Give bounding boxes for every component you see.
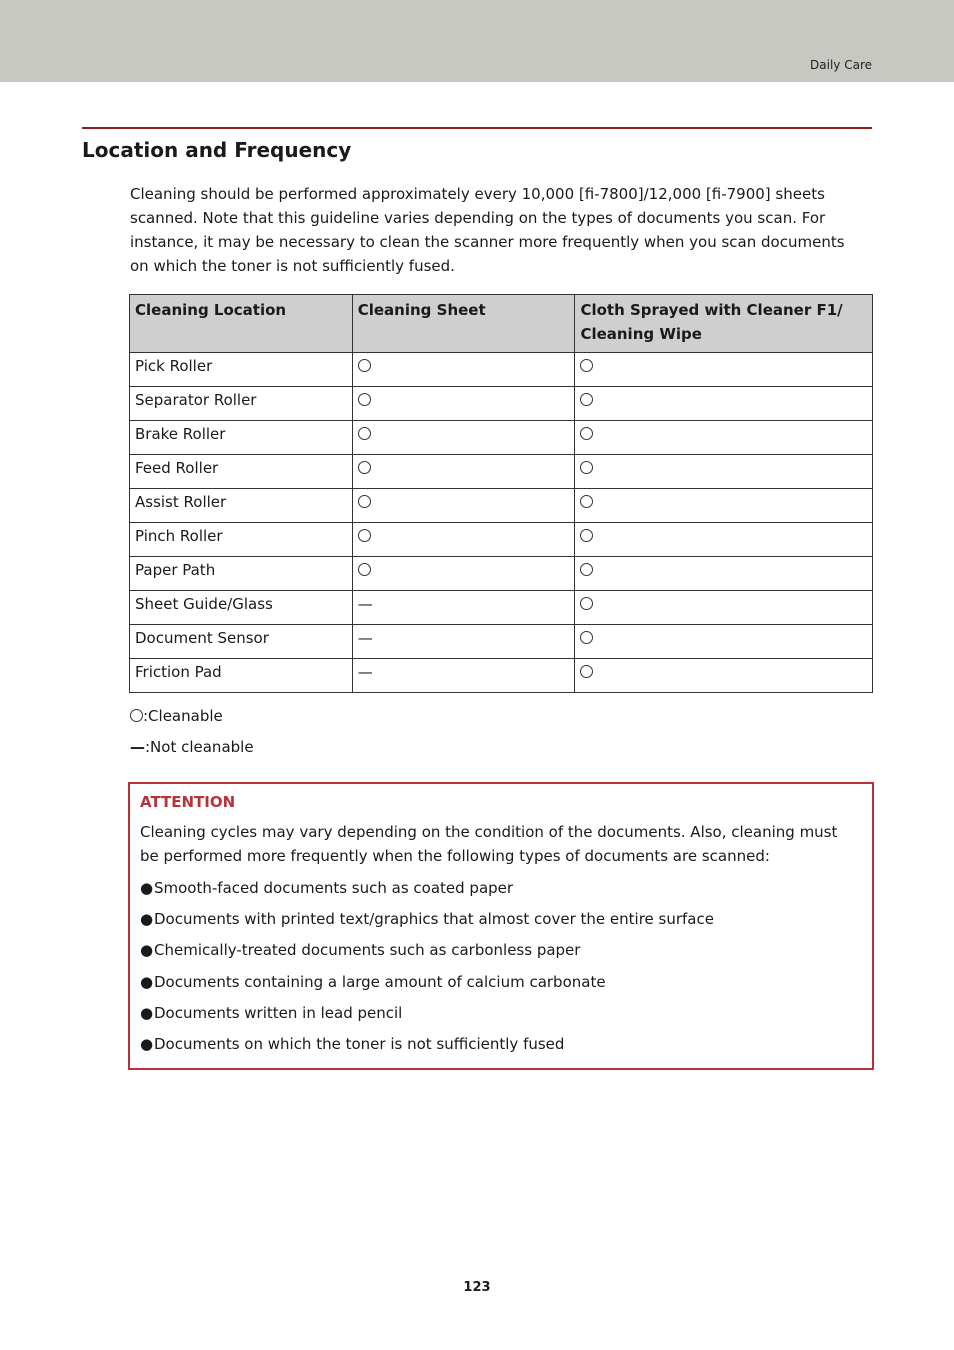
section-title: Location and Frequency xyxy=(82,138,352,162)
circle-icon xyxy=(580,427,593,440)
circle-icon xyxy=(358,529,371,542)
list-item xyxy=(140,970,714,1001)
table-row xyxy=(130,557,873,591)
bullet-icon: ● xyxy=(140,879,154,897)
legend-not-cleanable-label: :Not cleanable xyxy=(145,738,254,756)
circle-icon xyxy=(358,495,371,508)
location-label: Separator Roller xyxy=(135,391,257,409)
list-item xyxy=(140,1032,714,1063)
cell-cloth xyxy=(575,625,873,659)
cell-cleaning-sheet xyxy=(352,557,575,591)
cell-cloth xyxy=(575,523,873,557)
cell-cloth xyxy=(575,387,873,421)
bullet-icon: ● xyxy=(140,941,154,960)
circle-icon xyxy=(580,597,593,610)
list-item xyxy=(140,876,714,907)
location-label: Pick Roller xyxy=(135,357,213,375)
cell-cleaning-sheet xyxy=(352,353,575,387)
circle-icon xyxy=(358,461,371,474)
circle-icon xyxy=(358,563,371,576)
attention-list xyxy=(140,876,714,1063)
list-item-text: Smooth-faced documents such as coated paper xyxy=(154,879,514,897)
dash-icon: — xyxy=(357,629,373,647)
table-body xyxy=(130,353,873,693)
table-row xyxy=(130,489,873,523)
list-item xyxy=(140,1001,714,1032)
circle-icon xyxy=(358,427,371,440)
legend-not-cleanable xyxy=(130,738,254,756)
cell-location xyxy=(130,387,353,421)
cell-cleaning-sheet xyxy=(352,591,575,625)
cell-cleaning-sheet xyxy=(352,421,575,455)
page-number: 123 xyxy=(463,1280,491,1295)
cell-cloth xyxy=(575,557,873,591)
cell-location xyxy=(130,489,353,523)
bullet-icon: ● xyxy=(140,1034,154,1053)
cleaning-table xyxy=(129,294,873,693)
cell-location xyxy=(130,455,353,489)
location-label: Friction Pad xyxy=(135,663,222,681)
legend-cleanable xyxy=(130,707,223,725)
list-item-text: Documents containing a large amount of calcium carbonate xyxy=(154,972,606,991)
bullet-icon: ● xyxy=(140,910,154,929)
location-label: Sheet Guide/Glass xyxy=(135,595,273,613)
cell-location xyxy=(130,421,353,455)
circle-icon xyxy=(580,359,593,372)
circle-icon xyxy=(580,529,593,542)
table-row xyxy=(130,659,873,693)
cell-cloth xyxy=(575,489,873,523)
attention-title: ATTENTION xyxy=(140,793,236,811)
dash-icon: — xyxy=(357,663,373,681)
circle-icon xyxy=(130,709,143,722)
cell-cloth xyxy=(575,591,873,625)
circle-icon xyxy=(580,563,593,576)
table-row xyxy=(130,421,873,455)
cell-cloth xyxy=(575,421,873,455)
table-row xyxy=(130,625,873,659)
cell-location xyxy=(130,591,353,625)
table-row xyxy=(130,455,873,489)
circle-icon xyxy=(358,393,371,406)
header-band xyxy=(0,0,954,82)
dash-icon: — xyxy=(130,738,145,756)
list-item-text: Chemically-treated documents such as carbonless paper xyxy=(154,941,581,960)
circle-icon xyxy=(580,461,593,474)
location-label: Paper Path xyxy=(135,561,216,579)
location-label: Assist Roller xyxy=(135,493,227,511)
attention-box xyxy=(128,782,874,1070)
running-head: Daily Care xyxy=(810,58,872,72)
cell-location xyxy=(130,625,353,659)
column-header-cloth: Cloth Sprayed with Cleaner F1/ Cleaning Wipe xyxy=(575,295,873,353)
title-rule xyxy=(82,127,872,129)
cell-cloth xyxy=(575,353,873,387)
circle-icon xyxy=(580,631,593,644)
list-item xyxy=(140,938,714,969)
intro-paragraph: Cleaning should be performed approximately every 10,000 [fi-7800]/12,000 [fi-7900] sheets scanned. Note that this guideline varies depending on the types of documents you scan. For instance, it may be necessary to clean the scanner more frequently when you scan documents on which the toner is not sufficiently fused. xyxy=(130,185,845,275)
circle-icon xyxy=(580,665,593,678)
cell-cloth xyxy=(575,455,873,489)
cell-cleaning-sheet xyxy=(352,523,575,557)
location-label: Feed Roller xyxy=(135,459,219,477)
dash-icon: — xyxy=(357,595,373,613)
bullet-icon: ● xyxy=(140,1003,154,1022)
list-item-text: Documents written in lead pencil xyxy=(154,1003,403,1022)
cell-cleaning-sheet xyxy=(352,387,575,421)
column-header-location: Cleaning Location xyxy=(130,295,353,353)
list-item-text: Documents on which the toner is not sufficiently fused xyxy=(154,1034,565,1053)
list-item xyxy=(140,907,714,938)
legend-cleanable-label: :Cleanable xyxy=(143,707,223,725)
table-row xyxy=(130,387,873,421)
cell-cloth xyxy=(575,659,873,693)
circle-icon xyxy=(580,495,593,508)
table-row xyxy=(130,353,873,387)
cell-location xyxy=(130,353,353,387)
cell-cleaning-sheet xyxy=(352,455,575,489)
cell-location xyxy=(130,523,353,557)
list-item-text: Documents with printed text/graphics that almost cover the entire surface xyxy=(154,910,714,929)
cell-location xyxy=(130,659,353,693)
table-row xyxy=(130,523,873,557)
cell-location xyxy=(130,557,353,591)
circle-icon xyxy=(358,359,371,372)
cell-cleaning-sheet xyxy=(352,625,575,659)
table-row xyxy=(130,591,873,625)
column-header-sheet: Cleaning Sheet xyxy=(352,295,575,353)
cell-cleaning-sheet xyxy=(352,659,575,693)
location-label: Brake Roller xyxy=(135,425,226,443)
attention-body: Cleaning cycles may vary depending on the condition of the documents. Also, cleaning must be performed more frequently when the following types of documents are scanned: xyxy=(140,823,838,865)
circle-icon xyxy=(580,393,593,406)
location-label: Document Sensor xyxy=(135,629,269,647)
location-label: Pinch Roller xyxy=(135,527,223,545)
table-header-row xyxy=(130,295,873,353)
bullet-icon: ● xyxy=(140,972,154,991)
cell-cleaning-sheet xyxy=(352,489,575,523)
